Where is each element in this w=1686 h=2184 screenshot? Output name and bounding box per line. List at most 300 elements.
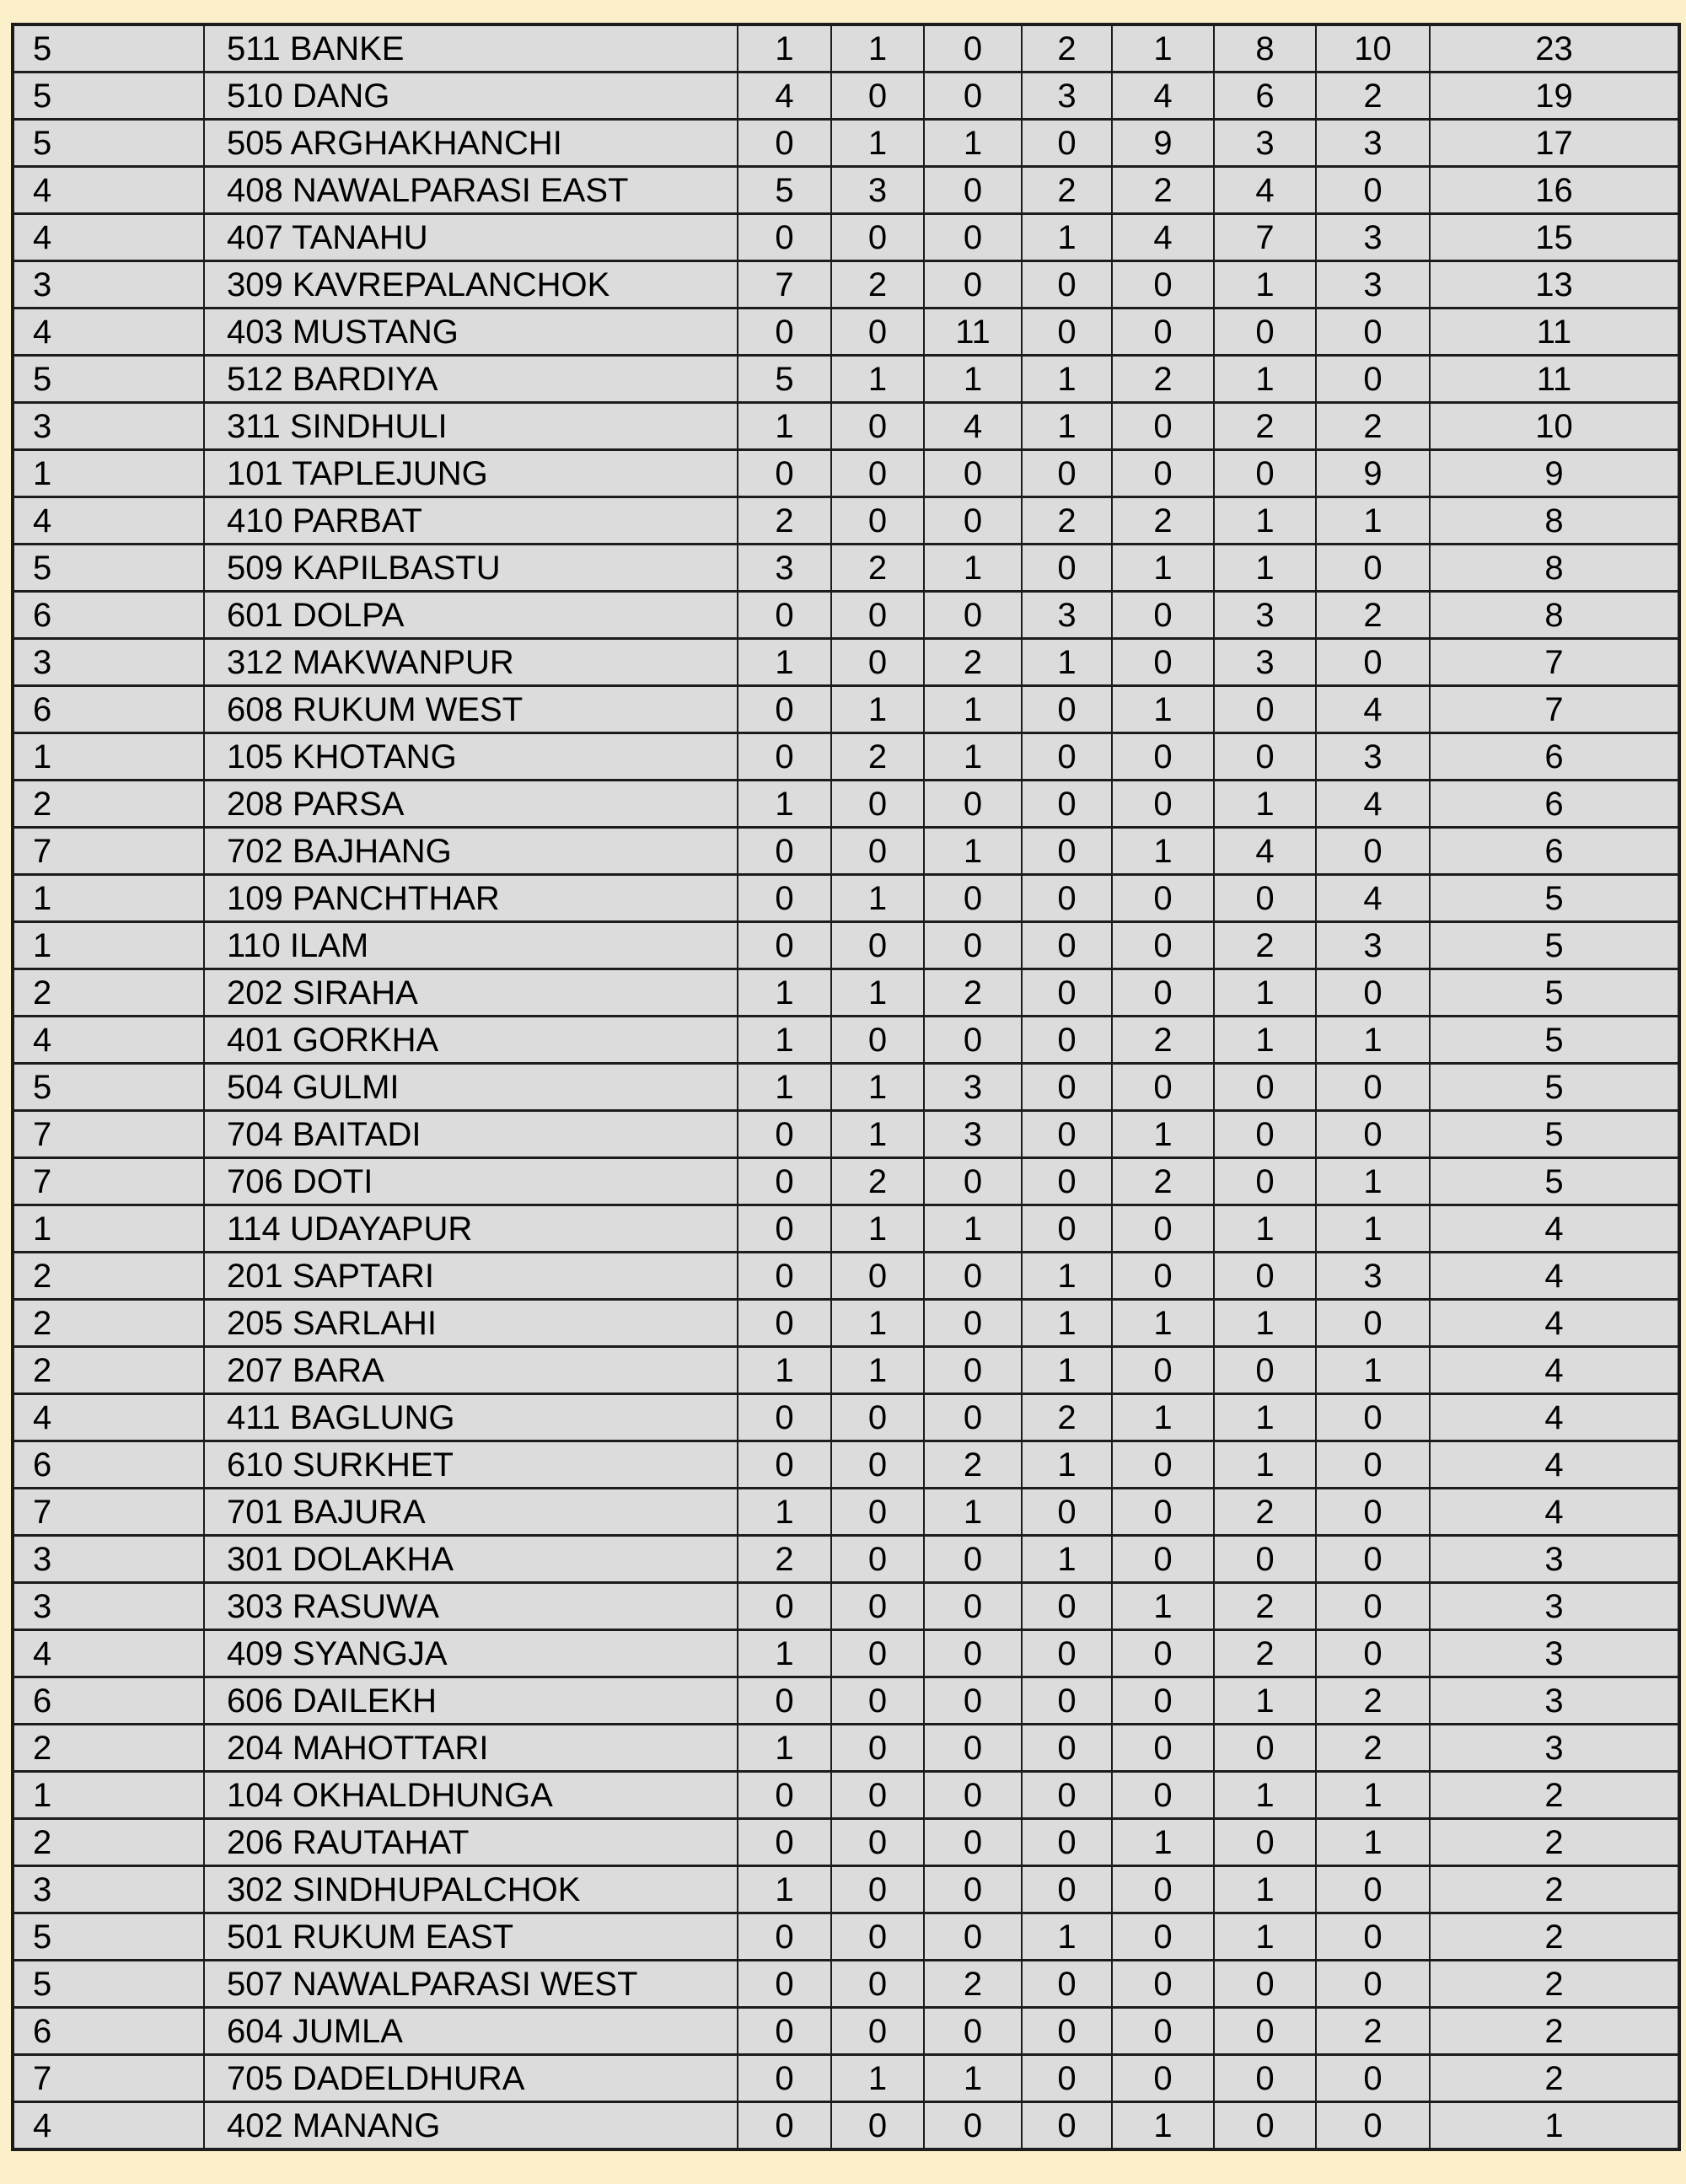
value-cell[interactable]: 0 [1112, 922, 1214, 969]
province-cell[interactable]: 5 [13, 545, 204, 592]
value-cell[interactable]: 1 [831, 1300, 924, 1347]
value-cell[interactable]: 0 [738, 686, 831, 733]
value-cell[interactable]: 0 [1112, 969, 1214, 1017]
value-cell[interactable]: 1 [1316, 1158, 1430, 1205]
province-cell[interactable]: 6 [13, 1677, 204, 1725]
value-cell[interactable]: 2 [738, 497, 831, 545]
district-cell[interactable]: 302 SINDHUPALCHOK [204, 1866, 738, 1913]
value-cell[interactable]: 3 [738, 545, 831, 592]
value-cell[interactable]: 1 [738, 1017, 831, 1064]
value-cell[interactable]: 11 [924, 309, 1022, 356]
value-cell[interactable]: 0 [1112, 309, 1214, 356]
value-cell[interactable]: 0 [738, 120, 831, 167]
province-cell[interactable]: 5 [13, 1913, 204, 1961]
value-cell[interactable]: 3 [1022, 72, 1112, 120]
province-cell[interactable]: 1 [13, 450, 204, 497]
value-cell[interactable]: 1 [1214, 969, 1316, 1017]
value-cell[interactable]: 0 [924, 1819, 1022, 1866]
value-cell[interactable]: 1 [1214, 1913, 1316, 1961]
province-cell[interactable]: 5 [13, 356, 204, 403]
value-cell[interactable]: 3 [1316, 214, 1430, 261]
value-cell[interactable]: 0 [831, 2008, 924, 2055]
value-cell[interactable]: 0 [1112, 1253, 1214, 1300]
value-cell[interactable]: 0 [1022, 2008, 1112, 2055]
value-cell[interactable]: 1 [1316, 1347, 1430, 1394]
value-cell[interactable]: 2 [924, 1441, 1022, 1489]
value-cell[interactable]: 0 [738, 1913, 831, 1961]
district-cell[interactable]: 205 SARLAHI [204, 1300, 738, 1347]
value-cell[interactable]: 1 [738, 639, 831, 686]
value-cell[interactable]: 1 [831, 1111, 924, 1158]
value-cell[interactable]: 1 [1112, 1819, 1214, 1866]
total-cell[interactable]: 10 [1430, 403, 1679, 450]
value-cell[interactable]: 4 [1214, 828, 1316, 875]
value-cell[interactable]: 3 [1316, 733, 1430, 781]
value-cell[interactable]: 0 [1022, 261, 1112, 309]
total-cell[interactable]: 16 [1430, 167, 1679, 214]
value-cell[interactable]: 1 [738, 1489, 831, 1536]
value-cell[interactable]: 1 [1214, 356, 1316, 403]
value-cell[interactable]: 0 [831, 1441, 924, 1489]
district-cell[interactable]: 409 SYANGJA [204, 1630, 738, 1677]
value-cell[interactable]: 0 [1214, 2008, 1316, 2055]
total-cell[interactable]: 5 [1430, 1111, 1679, 1158]
value-cell[interactable]: 0 [1316, 1913, 1430, 1961]
value-cell[interactable]: 0 [1022, 2102, 1112, 2150]
value-cell[interactable]: 2 [1214, 403, 1316, 450]
value-cell[interactable]: 0 [1214, 1111, 1316, 1158]
value-cell[interactable]: 0 [738, 309, 831, 356]
value-cell[interactable]: 0 [924, 214, 1022, 261]
district-cell[interactable]: 701 BAJURA [204, 1489, 738, 1536]
total-cell[interactable]: 5 [1430, 1017, 1679, 1064]
value-cell[interactable]: 2 [1022, 167, 1112, 214]
province-cell[interactable]: 2 [13, 1300, 204, 1347]
value-cell[interactable]: 0 [831, 1819, 924, 1866]
district-cell[interactable]: 408 NAWALPARASI EAST [204, 167, 738, 214]
value-cell[interactable]: 1 [924, 733, 1022, 781]
district-cell[interactable]: 706 DOTI [204, 1158, 738, 1205]
value-cell[interactable]: 0 [831, 1630, 924, 1677]
value-cell[interactable]: 2 [1316, 2008, 1430, 2055]
value-cell[interactable]: 3 [831, 167, 924, 214]
value-cell[interactable]: 0 [1316, 1111, 1430, 1158]
value-cell[interactable]: 3 [1214, 639, 1316, 686]
value-cell[interactable]: 0 [924, 781, 1022, 828]
value-cell[interactable]: 0 [1022, 1772, 1112, 1819]
total-cell[interactable]: 4 [1430, 1489, 1679, 1536]
value-cell[interactable]: 0 [831, 403, 924, 450]
province-cell[interactable]: 6 [13, 2008, 204, 2055]
value-cell[interactable]: 0 [1022, 969, 1112, 1017]
value-cell[interactable]: 0 [1214, 1158, 1316, 1205]
value-cell[interactable]: 0 [738, 1205, 831, 1253]
value-cell[interactable]: 0 [831, 828, 924, 875]
total-cell[interactable]: 2 [1430, 1913, 1679, 1961]
value-cell[interactable]: 0 [1112, 592, 1214, 639]
province-cell[interactable]: 6 [13, 592, 204, 639]
value-cell[interactable]: 0 [831, 1583, 924, 1630]
value-cell[interactable]: 0 [738, 1819, 831, 1866]
value-cell[interactable]: 0 [831, 497, 924, 545]
province-cell[interactable]: 1 [13, 922, 204, 969]
value-cell[interactable]: 1 [1022, 403, 1112, 450]
value-cell[interactable]: 2 [1022, 1394, 1112, 1441]
value-cell[interactable]: 0 [1112, 875, 1214, 922]
value-cell[interactable]: 0 [738, 2008, 831, 2055]
district-cell[interactable]: 511 BANKE [204, 24, 738, 72]
province-cell[interactable]: 4 [13, 309, 204, 356]
value-cell[interactable]: 0 [1316, 545, 1430, 592]
value-cell[interactable]: 1 [1316, 1205, 1430, 1253]
province-cell[interactable]: 1 [13, 733, 204, 781]
province-cell[interactable]: 5 [13, 1961, 204, 2008]
total-cell[interactable]: 2 [1430, 1866, 1679, 1913]
value-cell[interactable]: 7 [738, 261, 831, 309]
value-cell[interactable]: 4 [1316, 686, 1430, 733]
value-cell[interactable]: 0 [1112, 1489, 1214, 1536]
total-cell[interactable]: 2 [1430, 2008, 1679, 2055]
province-cell[interactable]: 4 [13, 1394, 204, 1441]
district-cell[interactable]: 501 RUKUM EAST [204, 1913, 738, 1961]
value-cell[interactable]: 0 [1022, 733, 1112, 781]
value-cell[interactable]: 0 [1112, 1913, 1214, 1961]
value-cell[interactable]: 0 [831, 1017, 924, 1064]
total-cell[interactable]: 4 [1430, 1394, 1679, 1441]
value-cell[interactable]: 0 [738, 214, 831, 261]
value-cell[interactable]: 0 [924, 1913, 1022, 1961]
value-cell[interactable]: 1 [738, 403, 831, 450]
value-cell[interactable]: 4 [1112, 72, 1214, 120]
value-cell[interactable]: 0 [1022, 1064, 1112, 1111]
province-cell[interactable]: 5 [13, 1064, 204, 1111]
total-cell[interactable]: 13 [1430, 261, 1679, 309]
value-cell[interactable]: 0 [1112, 1772, 1214, 1819]
value-cell[interactable]: 0 [1022, 875, 1112, 922]
value-cell[interactable]: 2 [1214, 922, 1316, 969]
total-cell[interactable]: 17 [1430, 120, 1679, 167]
value-cell[interactable]: 1 [1214, 545, 1316, 592]
value-cell[interactable]: 0 [924, 497, 1022, 545]
value-cell[interactable]: 1 [738, 781, 831, 828]
value-cell[interactable]: 0 [1022, 686, 1112, 733]
value-cell[interactable]: 1 [738, 1866, 831, 1913]
province-cell[interactable]: 3 [13, 1583, 204, 1630]
total-cell[interactable]: 1 [1430, 2102, 1679, 2150]
value-cell[interactable]: 0 [738, 1961, 831, 2008]
value-cell[interactable]: 9 [1112, 120, 1214, 167]
value-cell[interactable]: 1 [1214, 497, 1316, 545]
district-cell[interactable]: 507 NAWALPARASI WEST [204, 1961, 738, 2008]
province-cell[interactable]: 7 [13, 828, 204, 875]
value-cell[interactable]: 0 [1022, 2055, 1112, 2102]
value-cell[interactable]: 0 [738, 1111, 831, 1158]
province-cell[interactable]: 5 [13, 24, 204, 72]
value-cell[interactable]: 2 [1112, 1158, 1214, 1205]
value-cell[interactable]: 2 [831, 261, 924, 309]
district-cell[interactable]: 401 GORKHA [204, 1017, 738, 1064]
value-cell[interactable]: 0 [738, 922, 831, 969]
value-cell[interactable]: 3 [924, 1111, 1022, 1158]
value-cell[interactable]: 0 [831, 2102, 924, 2150]
value-cell[interactable]: 0 [1112, 1441, 1214, 1489]
value-cell[interactable]: 0 [1316, 1394, 1430, 1441]
district-cell[interactable]: 509 KAPILBASTU [204, 545, 738, 592]
value-cell[interactable]: 0 [1022, 1630, 1112, 1677]
value-cell[interactable]: 0 [1316, 1441, 1430, 1489]
district-cell[interactable]: 411 BAGLUNG [204, 1394, 738, 1441]
value-cell[interactable]: 0 [1214, 1819, 1316, 1866]
value-cell[interactable]: 4 [924, 403, 1022, 450]
value-cell[interactable]: 0 [924, 1017, 1022, 1064]
value-cell[interactable]: 0 [924, 1300, 1022, 1347]
province-cell[interactable]: 4 [13, 1630, 204, 1677]
district-cell[interactable]: 309 KAVREPALANCHOK [204, 261, 738, 309]
district-cell[interactable]: 105 KHOTANG [204, 733, 738, 781]
value-cell[interactable]: 0 [924, 1394, 1022, 1441]
value-cell[interactable]: 8 [1214, 24, 1316, 72]
value-cell[interactable]: 0 [924, 1772, 1022, 1819]
total-cell[interactable]: 5 [1430, 875, 1679, 922]
total-cell[interactable]: 19 [1430, 72, 1679, 120]
value-cell[interactable]: 0 [738, 2055, 831, 2102]
value-cell[interactable]: 0 [1112, 1064, 1214, 1111]
value-cell[interactable]: 0 [1022, 1819, 1112, 1866]
total-cell[interactable]: 5 [1430, 922, 1679, 969]
value-cell[interactable]: 0 [1112, 1205, 1214, 1253]
value-cell[interactable]: 2 [924, 1961, 1022, 2008]
total-cell[interactable]: 4 [1430, 1253, 1679, 1300]
total-cell[interactable]: 4 [1430, 1347, 1679, 1394]
province-cell[interactable]: 7 [13, 1489, 204, 1536]
value-cell[interactable]: 3 [1214, 592, 1316, 639]
value-cell[interactable]: 0 [1022, 1866, 1112, 1913]
value-cell[interactable]: 2 [1112, 1017, 1214, 1064]
value-cell[interactable]: 0 [1112, 781, 1214, 828]
value-cell[interactable]: 0 [1214, 1347, 1316, 1394]
value-cell[interactable]: 0 [1112, 2008, 1214, 2055]
province-cell[interactable]: 1 [13, 1772, 204, 1819]
district-cell[interactable]: 312 MAKWANPUR [204, 639, 738, 686]
value-cell[interactable]: 0 [1214, 1961, 1316, 2008]
total-cell[interactable]: 3 [1430, 1725, 1679, 1772]
value-cell[interactable]: 0 [738, 2102, 831, 2150]
value-cell[interactable]: 0 [1316, 969, 1430, 1017]
district-cell[interactable]: 202 SIRAHA [204, 969, 738, 1017]
province-cell[interactable]: 7 [13, 1111, 204, 1158]
value-cell[interactable]: 2 [924, 969, 1022, 1017]
value-cell[interactable]: 0 [1316, 828, 1430, 875]
value-cell[interactable]: 0 [924, 875, 1022, 922]
value-cell[interactable]: 1 [1214, 1394, 1316, 1441]
district-cell[interactable]: 402 MANANG [204, 2102, 738, 2150]
total-cell[interactable]: 3 [1430, 1536, 1679, 1583]
value-cell[interactable]: 0 [738, 1300, 831, 1347]
value-cell[interactable]: 0 [924, 450, 1022, 497]
district-cell[interactable]: 610 SURKHET [204, 1441, 738, 1489]
value-cell[interactable]: 0 [1112, 403, 1214, 450]
value-cell[interactable]: 0 [924, 1536, 1022, 1583]
district-cell[interactable]: 208 PARSA [204, 781, 738, 828]
value-cell[interactable]: 0 [831, 1677, 924, 1725]
total-cell[interactable]: 15 [1430, 214, 1679, 261]
value-cell[interactable]: 7 [1214, 214, 1316, 261]
value-cell[interactable]: 3 [1214, 120, 1316, 167]
value-cell[interactable]: 0 [831, 1489, 924, 1536]
total-cell[interactable]: 6 [1430, 733, 1679, 781]
value-cell[interactable]: 5 [738, 167, 831, 214]
value-cell[interactable]: 0 [1316, 639, 1430, 686]
value-cell[interactable]: 0 [1022, 1725, 1112, 1772]
value-cell[interactable]: 1 [831, 1205, 924, 1253]
value-cell[interactable]: 0 [831, 781, 924, 828]
province-cell[interactable]: 2 [13, 1347, 204, 1394]
value-cell[interactable]: 0 [831, 72, 924, 120]
value-cell[interactable]: 1 [1214, 1017, 1316, 1064]
total-cell[interactable]: 11 [1430, 356, 1679, 403]
value-cell[interactable]: 1 [1112, 828, 1214, 875]
district-cell[interactable]: 705 DADELDHURA [204, 2055, 738, 2102]
district-cell[interactable]: 601 DOLPA [204, 592, 738, 639]
value-cell[interactable]: 6 [1214, 72, 1316, 120]
district-cell[interactable]: 311 SINDHULI [204, 403, 738, 450]
value-cell[interactable]: 0 [924, 2008, 1022, 2055]
value-cell[interactable]: 0 [831, 309, 924, 356]
province-cell[interactable]: 3 [13, 1536, 204, 1583]
province-cell[interactable]: 2 [13, 781, 204, 828]
value-cell[interactable]: 0 [738, 1583, 831, 1630]
total-cell[interactable]: 8 [1430, 592, 1679, 639]
district-cell[interactable]: 604 JUMLA [204, 2008, 738, 2055]
value-cell[interactable]: 0 [924, 922, 1022, 969]
district-cell[interactable]: 702 BAJHANG [204, 828, 738, 875]
value-cell[interactable]: 0 [1112, 261, 1214, 309]
value-cell[interactable]: 0 [924, 1630, 1022, 1677]
value-cell[interactable]: 1 [1022, 1441, 1112, 1489]
value-cell[interactable]: 0 [1022, 1205, 1112, 1253]
value-cell[interactable]: 0 [1214, 450, 1316, 497]
value-cell[interactable]: 0 [1316, 1300, 1430, 1347]
value-cell[interactable]: 2 [1316, 1677, 1430, 1725]
province-cell[interactable]: 4 [13, 2102, 204, 2150]
value-cell[interactable]: 1 [1022, 1913, 1112, 1961]
value-cell[interactable]: 0 [1112, 1630, 1214, 1677]
district-cell[interactable]: 104 OKHALDHUNGA [204, 1772, 738, 1819]
province-cell[interactable]: 4 [13, 167, 204, 214]
value-cell[interactable]: 0 [1022, 309, 1112, 356]
total-cell[interactable]: 4 [1430, 1441, 1679, 1489]
value-cell[interactable]: 1 [924, 120, 1022, 167]
total-cell[interactable]: 2 [1430, 2055, 1679, 2102]
value-cell[interactable]: 0 [924, 261, 1022, 309]
value-cell[interactable]: 0 [831, 1394, 924, 1441]
value-cell[interactable]: 0 [1022, 1583, 1112, 1630]
value-cell[interactable]: 0 [924, 1583, 1022, 1630]
value-cell[interactable]: 0 [1316, 1489, 1430, 1536]
total-cell[interactable]: 11 [1430, 309, 1679, 356]
value-cell[interactable]: 0 [1316, 1583, 1430, 1630]
value-cell[interactable]: 1 [1022, 639, 1112, 686]
value-cell[interactable]: 0 [1316, 1961, 1430, 2008]
value-cell[interactable]: 2 [1316, 592, 1430, 639]
district-cell[interactable]: 110 ILAM [204, 922, 738, 969]
value-cell[interactable]: 1 [1112, 1394, 1214, 1441]
value-cell[interactable]: 0 [738, 1253, 831, 1300]
district-cell[interactable]: 410 PARBAT [204, 497, 738, 545]
value-cell[interactable]: 1 [831, 24, 924, 72]
district-cell[interactable]: 407 TANAHU [204, 214, 738, 261]
value-cell[interactable]: 0 [831, 922, 924, 969]
district-cell[interactable]: 505 ARGHAKHANCHI [204, 120, 738, 167]
value-cell[interactable]: 0 [1316, 1866, 1430, 1913]
value-cell[interactable]: 0 [831, 639, 924, 686]
value-cell[interactable]: 0 [924, 72, 1022, 120]
province-cell[interactable]: 3 [13, 1866, 204, 1913]
value-cell[interactable]: 0 [1214, 686, 1316, 733]
value-cell[interactable]: 1 [1112, 1583, 1214, 1630]
value-cell[interactable]: 0 [738, 828, 831, 875]
value-cell[interactable]: 1 [831, 686, 924, 733]
value-cell[interactable]: 1 [1214, 781, 1316, 828]
value-cell[interactable]: 0 [924, 1347, 1022, 1394]
value-cell[interactable]: 1 [1022, 1300, 1112, 1347]
total-cell[interactable]: 4 [1430, 1205, 1679, 1253]
value-cell[interactable]: 3 [1316, 922, 1430, 969]
value-cell[interactable]: 1 [738, 1725, 831, 1772]
total-cell[interactable]: 3 [1430, 1583, 1679, 1630]
value-cell[interactable]: 2 [1214, 1583, 1316, 1630]
total-cell[interactable]: 23 [1430, 24, 1679, 72]
value-cell[interactable]: 0 [831, 1536, 924, 1583]
value-cell[interactable]: 0 [924, 24, 1022, 72]
value-cell[interactable]: 1 [1214, 1205, 1316, 1253]
value-cell[interactable]: 1 [1316, 1819, 1430, 1866]
value-cell[interactable]: 2 [1316, 1725, 1430, 1772]
district-cell[interactable]: 109 PANCHTHAR [204, 875, 738, 922]
value-cell[interactable]: 0 [924, 2102, 1022, 2150]
value-cell[interactable]: 0 [1316, 2102, 1430, 2150]
value-cell[interactable]: 0 [1112, 2055, 1214, 2102]
value-cell[interactable]: 1 [1022, 1253, 1112, 1300]
value-cell[interactable]: 0 [1022, 450, 1112, 497]
value-cell[interactable]: 0 [738, 875, 831, 922]
value-cell[interactable]: 1 [831, 1064, 924, 1111]
value-cell[interactable]: 0 [1022, 1158, 1112, 1205]
value-cell[interactable]: 2 [1112, 497, 1214, 545]
value-cell[interactable]: 2 [831, 1158, 924, 1205]
value-cell[interactable]: 0 [1214, 1725, 1316, 1772]
value-cell[interactable]: 3 [1316, 1253, 1430, 1300]
total-cell[interactable]: 4 [1430, 1300, 1679, 1347]
province-cell[interactable]: 2 [13, 1819, 204, 1866]
value-cell[interactable]: 1 [1112, 1111, 1214, 1158]
value-cell[interactable]: 0 [1214, 1536, 1316, 1583]
district-cell[interactable]: 512 BARDIYA [204, 356, 738, 403]
value-cell[interactable]: 1 [1214, 1772, 1316, 1819]
value-cell[interactable]: 0 [1316, 167, 1430, 214]
value-cell[interactable]: 1 [831, 120, 924, 167]
value-cell[interactable]: 1 [738, 969, 831, 1017]
value-cell[interactable]: 0 [1112, 639, 1214, 686]
total-cell[interactable]: 8 [1430, 545, 1679, 592]
value-cell[interactable]: 2 [1022, 24, 1112, 72]
value-cell[interactable]: 1 [924, 686, 1022, 733]
province-cell[interactable]: 6 [13, 686, 204, 733]
total-cell[interactable]: 9 [1430, 450, 1679, 497]
value-cell[interactable]: 0 [1112, 733, 1214, 781]
value-cell[interactable]: 10 [1316, 24, 1430, 72]
value-cell[interactable]: 1 [831, 2055, 924, 2102]
